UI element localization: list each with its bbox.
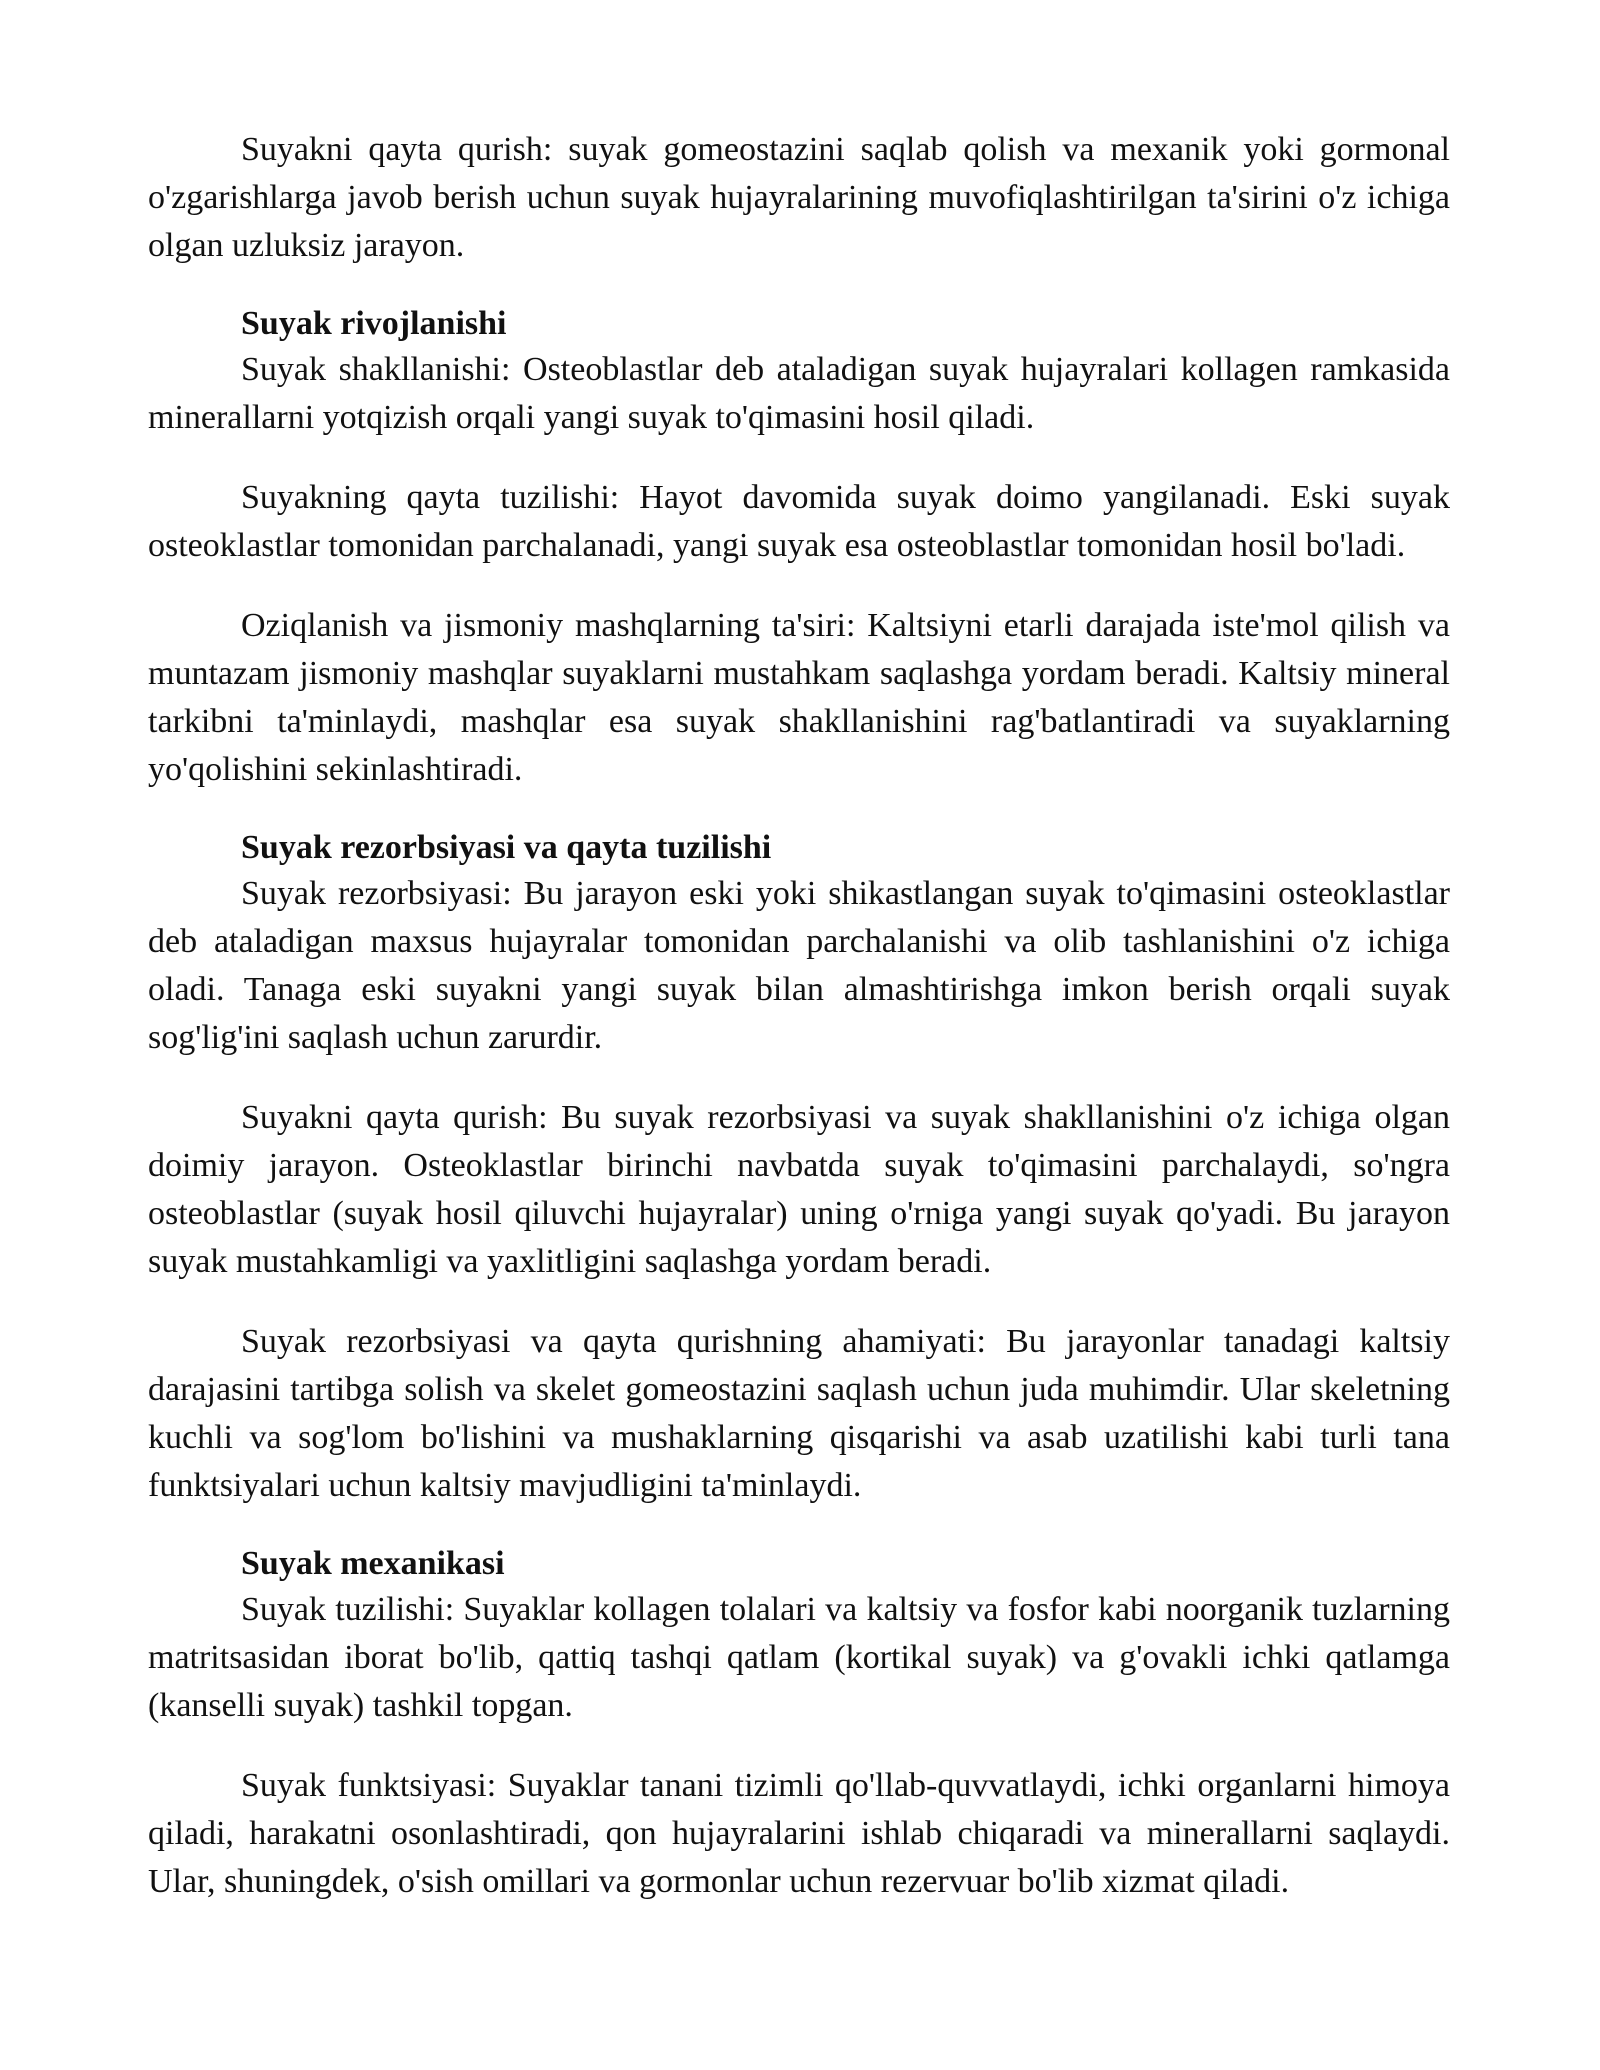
heading-bone-mechanics: Suyak mexanikasi (241, 1545, 505, 1582)
heading-resorption-remodeling: Suyak rezorbsiyasi va qayta tuzilishi (241, 829, 772, 866)
paragraph-bone-remodeling: Suyakni qayta qurish: Bu suyak rezorbsiyasi va suyak shakllanishini o'z ichiga olgan doimiy jarayon. Osteoklastlar birinchi navbatda suyak to'qimasini parchalaydi, so'ngra osteoblastlar (suyak hosil qiluvchi hujayralar) uning o'rniga yangi suyak qo'yadi. Bu jarayon suyak mustahkamligi va yaxlitligini saqlashga yordam beradi. (148, 1099, 1450, 1280)
paragraph-bone-structure: Suyak tuzilishi: Suyaklar kollagen tolalari va kaltsiy va fosfor kabi noorganik tuzlarning matritsasidan iborat bo'lib, qattiq tashqi qatlam (kortikal suyak) va g'ovakli ichki qatlamga (kanselli suyak) tashkil topgan. (148, 1591, 1450, 1724)
paragraph-remodeling-importance: Suyak rezorbsiyasi va qayta qurishning ahamiyati: Bu jarayonlar tanadagi kaltsiy darajasini tartibga solish va skelet gomeostazini saqlash uchun juda muhimdir. Ular skeletning kuchli va sog'lom bo'lishini va mushaklarning qisqarishi va asab uzatilishi kabi turli tana funktsiyalari uchun kaltsiy mavjudligini ta'minlaydi. (148, 1323, 1450, 1504)
paragraph-bone-restructuring: Suyakning qayta tuzilishi: Hayot davomida suyak doimo yangilanadi. Eski suyak osteoklastlar tomonidan parchalanadi, yangi suyak esa osteoblastlar tomonidan hosil bo'ladi. (148, 479, 1450, 564)
paragraph-remodeling-intro: Suyakni qayta qurish: suyak gomeostazini saqlab qolish va mexanik yoki gormonal o'zgarishlarga javob berish uchun suyak hujayralarining muvofiqlashtirilgan ta'sirini o'z ichiga olgan uzluksiz jarayon. (148, 131, 1450, 264)
paragraph-nutrition-exercise: Oziqlanish va jismoniy mashqlarning ta'siri: Kaltsiyni etarli darajada iste'mol qilish va muntazam jismoniy mashqlar suyaklarni mustahkam saqlashga yordam beradi. Kaltsiy mineral tarkibni ta'minlaydi, mashqlar esa suyak shakllanishini rag'batlantiradi va suyaklarning yo'qolishini sekinlashtiradi. (148, 607, 1450, 788)
paragraph-bone-formation: Suyak shakllanishi: Osteoblastlar deb ataladigan suyak hujayralari kollagen ramkasida minerallarni yotqizish orqali yangi suyak to'qimasini hosil qiladi. (148, 351, 1450, 436)
paragraph-bone-resorption: Suyak rezorbsiyasi: Bu jarayon eski yoki shikastlangan suyak to'qimasini osteoklastlar deb ataladigan maxsus hujayralar tomonidan parchalanishi va olib tashlanishini o'z ichiga oladi. Tanaga eski suyakni yangi suyak bilan almashtirishga imkon berish orqali suyak sog'lig'ini saqlash uchun zarurdir. (148, 875, 1450, 1056)
heading-bone-development: Suyak rivojlanishi (241, 305, 507, 342)
paragraph-bone-function: Suyak funktsiyasi: Suyaklar tanani tizimli qo'llab-quvvatlaydi, ichki organlarni himoya qiladi, harakatni osonlashtiradi, qon hujayralarini ishlab chiqaradi va minerallarni saqlaydi. Ular, shuningdek, o'sish omillari va gormonlar uchun rezervuar bo'lib xizmat qiladi. (148, 1767, 1450, 1900)
document-body (148, 126, 1450, 1938)
